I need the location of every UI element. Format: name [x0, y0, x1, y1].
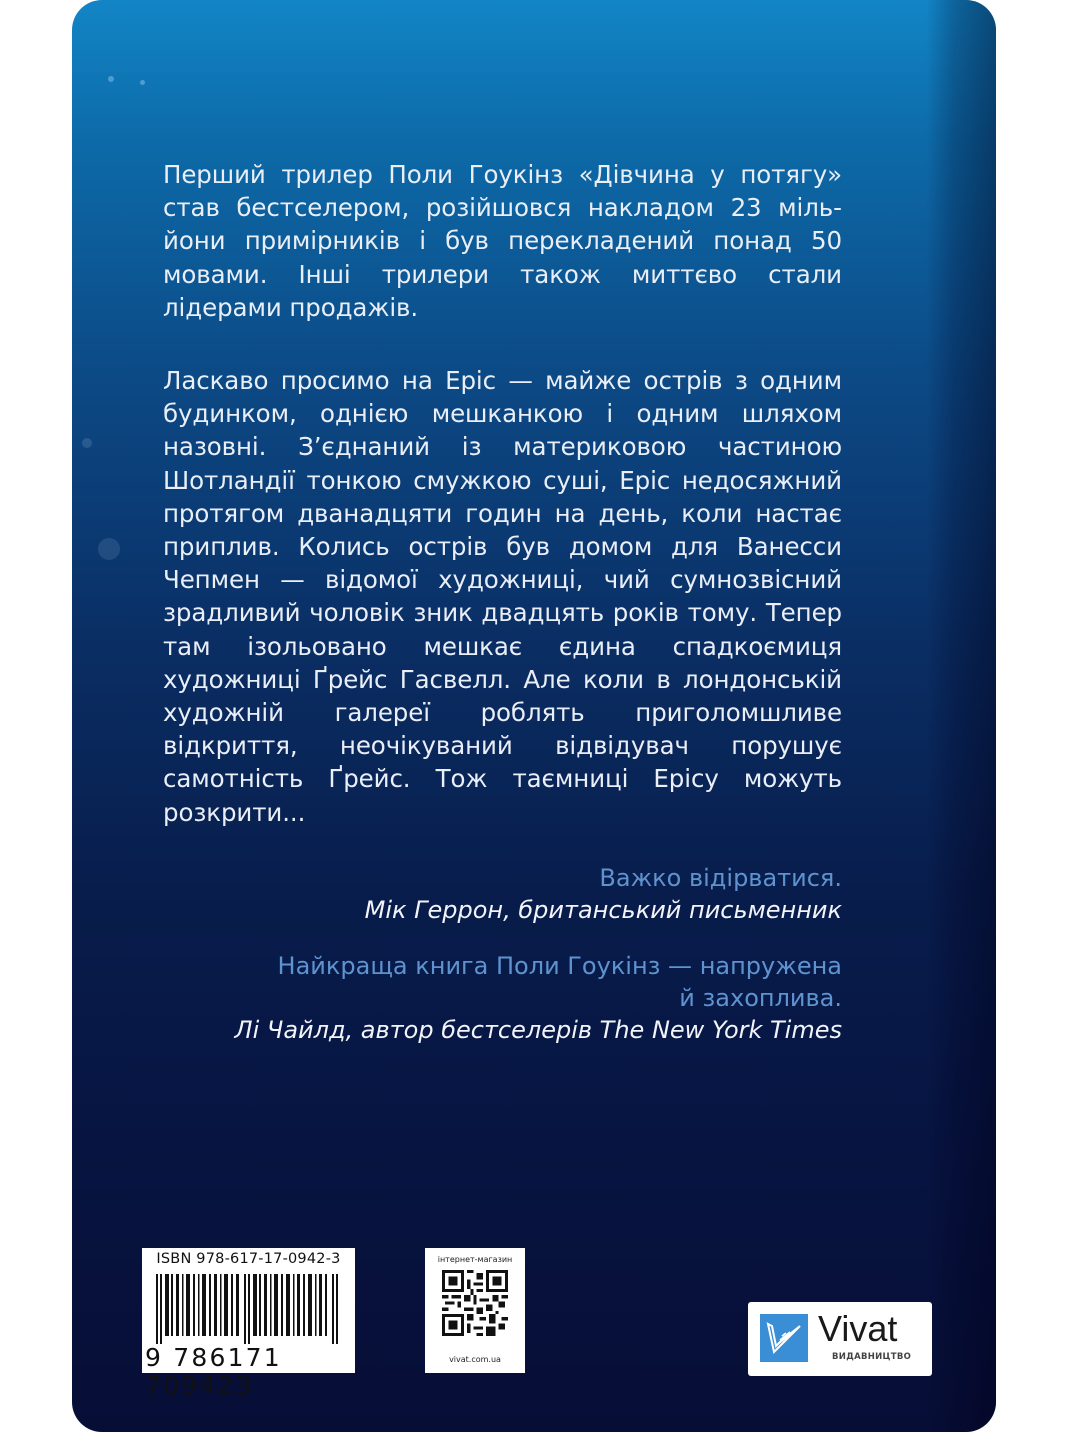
review-quote-2 [235, 950, 842, 1046]
isbn-barcode [142, 1248, 355, 1400]
publisher-logo [748, 1302, 932, 1376]
bubble-decoration [82, 438, 92, 448]
quote-author: Лі Чайлд, автор бестселерів The New York Times [234, 1016, 842, 1044]
feather-logo-icon [760, 1314, 808, 1362]
quote-text: Найкраща книга Поли Гоукінз — напружена [277, 952, 842, 980]
isbn-label: ISBN 978-617-17-0942-3 [156, 1251, 341, 1267]
ean-digits: 9 786171 709423 [145, 1343, 282, 1400]
spine-shadow [926, 0, 996, 1432]
qr-top-caption: інтернет-магазин [437, 1255, 513, 1264]
bubble-decoration [140, 80, 145, 85]
qr-bottom-caption: vivat.com.ua [449, 1355, 501, 1364]
bubble-decoration [98, 538, 120, 560]
review-quote-1 [365, 862, 842, 926]
quote-author: Мік Геррон, британський письменник [364, 896, 842, 924]
publisher-subtitle: ВИДАВНИЦТВО [832, 1352, 912, 1362]
book-back-cover [72, 0, 996, 1432]
description-paragraph-1: Перший трилер Поли Гоукінз «Дівчина у потягу» став бестселером, розійшовся накладом 23 мільйони примірників і був перекладений понад 50 мовами. Інші трилери також миттєво стали лідерами продажів. [163, 160, 842, 322]
publisher-name: Vivat [818, 1308, 898, 1349]
qr-code-block[interactable] [425, 1248, 525, 1373]
description-paragraph-2: Ласкаво просимо на Еріс — майже острів з одним будинком, однією мешканкою і одним шляхом назовні. З’єднаний із материковою частиною Шотландії тонкою смужкою суші, Еріс недосяжний протягом дванадцяти годин на день, коли настає приплив. Колись острів був домом для Ванесси Чепмен — відомої художниці, чий сумнозвісний зрадливий чоловік зник двадцять років тому. Тепер там ізольовано мешкає єдина спадкоємиця художниці Ґрейс Гасвелл. Але коли в лондонській художній галереї роблять приголомшливе відкриття, неочікуваний відвідувач порушує самотність Ґрейс. Тож таємниці Ерісу можуть розкрити... [163, 366, 842, 827]
quote-text: Важко відірватися. [599, 864, 842, 892]
bubble-decoration [108, 76, 114, 82]
qr-code-icon[interactable] [442, 1270, 508, 1336]
quote-text: й захоплива. [679, 984, 842, 1012]
barcode-icon [156, 1274, 340, 1344]
